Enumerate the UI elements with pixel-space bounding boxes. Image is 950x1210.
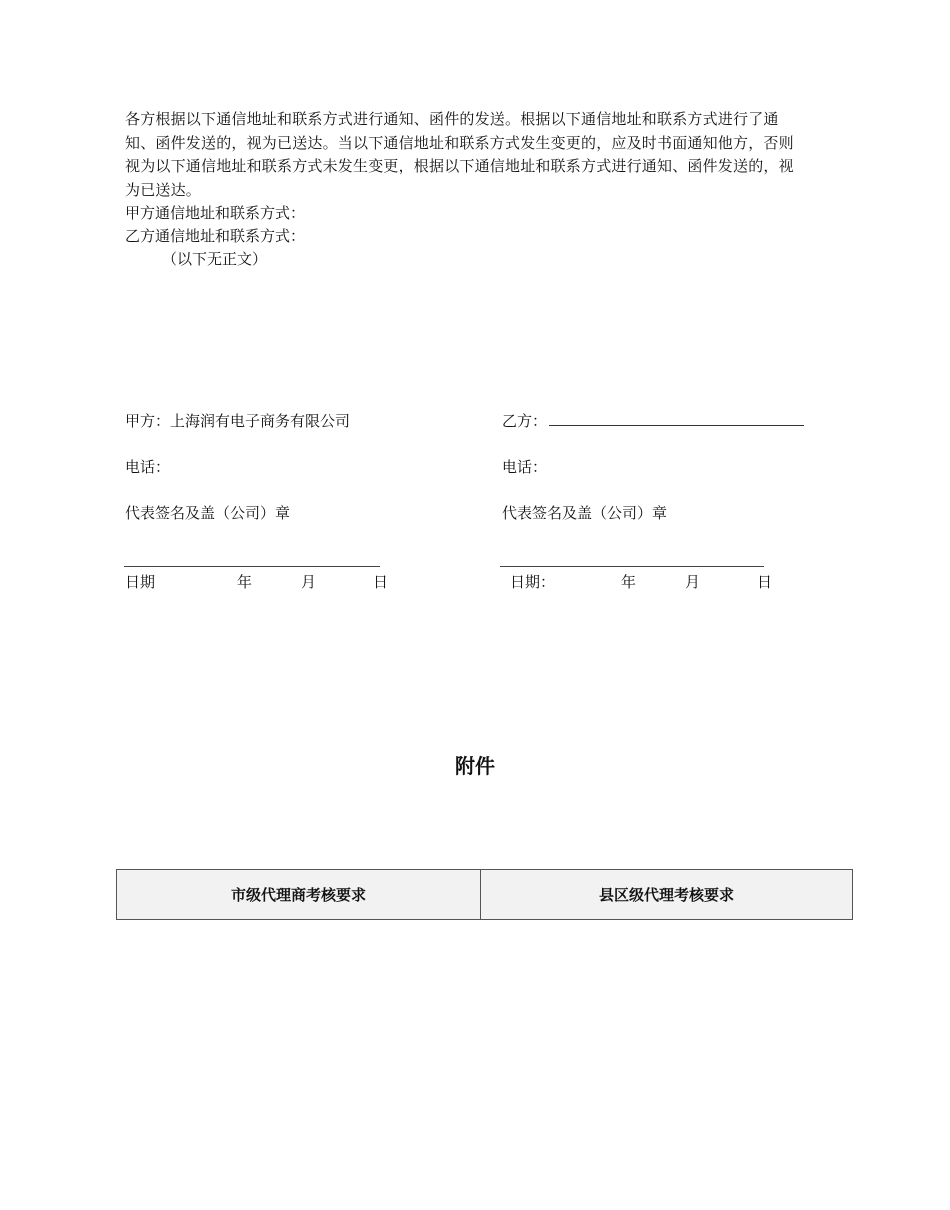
attachment-table [116, 869, 853, 920]
party-b-name [502, 411, 804, 431]
party-b-signature-line [500, 566, 764, 567]
party-a-day-label: 日 [373, 573, 389, 591]
party-b-name-blank [549, 411, 804, 426]
party-b-day-label: 日 [757, 573, 773, 591]
party-a-signature-label: 代表签名及盖（公司）章 [125, 504, 291, 522]
end-note: （以下无正文） [162, 250, 268, 268]
party-a-phone-label: 电话： [125, 458, 171, 476]
party-a-month-label: 月 [301, 573, 317, 591]
party-b-month-label: 月 [685, 573, 701, 591]
table-header-county-agent: 县区级代理考核要求 [481, 870, 853, 920]
party-a-year-label: 年 [237, 573, 253, 591]
attachment-title: 附件 [455, 754, 495, 778]
party-b-date-row [510, 572, 790, 592]
party-b-phone-label: 电话： [502, 458, 548, 476]
notice-paragraph: 各方根据以下通信地址和联系方式进行通知、函件的发送。根据以下通信地址和联系方式进行了通知、函件发送的，视为已送达。当以下通信地址和联系方式发生变更的，应及时书面通知他方，否则视为以下通信地址和联系方式未发生变更，根据以下通信地址和联系方式进行通知、函件发送的，视为已送达。 [125, 110, 794, 199]
table-header-row [117, 870, 853, 920]
party-b-date-label: 日期： [510, 573, 556, 591]
table-header-city-agent: 市级代理商考核要求 [117, 870, 481, 920]
party-a-name: 甲方：上海润有电子商务有限公司 [125, 412, 351, 430]
party-b-signature-label: 代表签名及盖（公司）章 [502, 504, 668, 522]
party-a-date-row [125, 572, 405, 592]
party-a-date-label: 日期 [125, 573, 156, 591]
party-b-contact-label: 乙方通信地址和联系方式： [125, 227, 306, 245]
party-b-year-label: 年 [621, 573, 637, 591]
party-a-contact-label: 甲方通信地址和联系方式： [125, 204, 306, 222]
party-b-label: 乙方： [502, 412, 548, 430]
party-a-signature-line [124, 566, 380, 567]
